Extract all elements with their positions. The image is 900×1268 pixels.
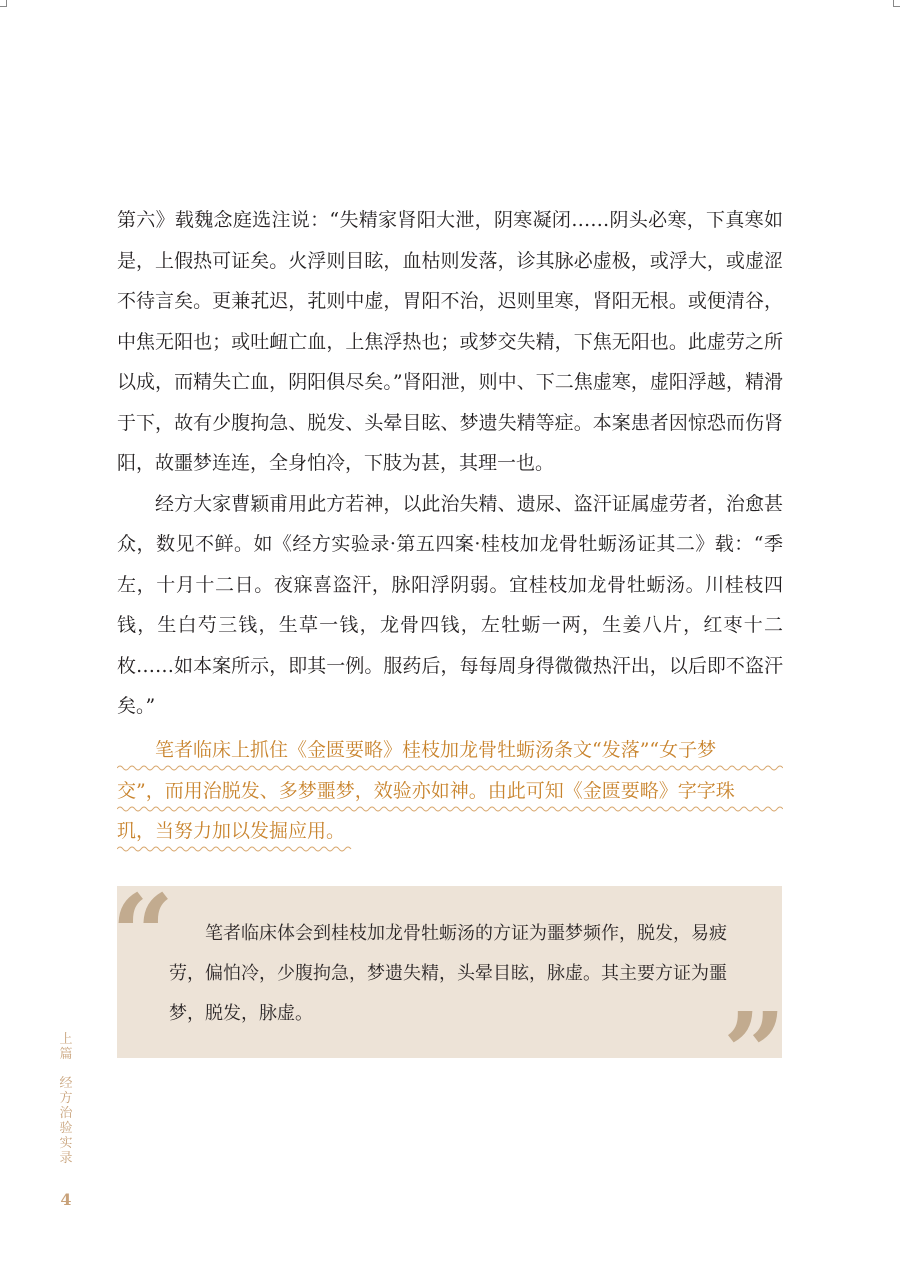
highlight-line-1-text: 笔者临床上抓住《金匮要略》桂枝加龙骨牡蛎汤条文“发落”“女子梦 bbox=[155, 739, 717, 761]
quote-paragraph: 笔者临床体会到桂枝加龙骨牡蛎汤的方证为噩梦频作，脱发，易疲劳，偏怕冷，少腹拘急，梦遗失精，头晕目眩，脉虚。其主要方证为噩梦，脱发，脉虚。 bbox=[169, 923, 727, 1024]
highlight-paragraph bbox=[117, 730, 783, 852]
page-number: 4 bbox=[60, 1190, 72, 1209]
close-quote-icon: ” bbox=[722, 988, 786, 1117]
crop-mark-top-left bbox=[0, 0, 7, 7]
crop-mark-top-right bbox=[893, 0, 900, 7]
side-label-char: 上 bbox=[59, 1032, 73, 1047]
side-label-char: 录 bbox=[59, 1151, 73, 1166]
paragraph-2: 经方大家曹颖甫用此方若神，以此治失精、遗尿、盗汗证属虚劳者，治愈甚众，数见不鲜。如《经方实验录·第五四案·桂枝加龙骨牡蛎汤证其二》载：“季左，十月十二日。夜寐喜盗汗，脉阳浮阴弱。宜桂枝加龙骨牡蛎汤。川桂枝四钱，生白芍三钱，生草一钱，龙骨四钱，左牡蛎一两，生姜八片，红枣十二枚……如本案所示，即其一例。服药后，每每周身得微微热汗出，以后即不盗汗矣。” bbox=[117, 492, 783, 717]
highlight-line-3-text: 玑，当努力加以发掘应用。 bbox=[117, 820, 346, 842]
paragraph-1: 第六》载魏念庭选注说：“失精家肾阳大泄，阴寒凝闭……阴头必寒，下真寒如是，上假热可证矣。火浮则目眩，血枯则发落，诊其脉必虚极，或浮大，或虚涩不待言矣。更兼芤迟，芤则中虚，胃阳不治，迟则里寒，肾阳无根。或便清谷，中焦无阳也；或吐衄亡血，上焦浮热也；或梦交失精，下焦无阳也。此虚劳之所以成，而精失亡血，阴阳俱尽矣。”肾阳泄，则中、下二焦虚寒，虚阳浮越，精滑于下，故有少腹拘急、脱发、头晕目眩、梦遗失精等症。本案患者因惊恐而伤肾阳，故噩梦连连，全身怕冷，下肢为甚，其理一也。 bbox=[117, 209, 783, 474]
highlight-line-2-text: 交”，而用治脱发、多梦噩梦，效验亦如神。由此可知《金匮要略》字字珠 bbox=[117, 779, 735, 802]
wavy-underline-3 bbox=[117, 845, 353, 853]
quote-callout bbox=[111, 870, 786, 1117]
side-label-char: 实 bbox=[59, 1136, 73, 1151]
highlight-line-3 bbox=[117, 811, 783, 852]
open-quote-icon: “ bbox=[111, 870, 175, 999]
highlight-line-1 bbox=[117, 730, 783, 771]
side-label-char: 治 bbox=[59, 1106, 73, 1121]
side-label-char: 篇 bbox=[59, 1047, 73, 1062]
highlight-line-2 bbox=[117, 771, 783, 812]
side-label-char: 方 bbox=[59, 1091, 73, 1106]
body-text bbox=[117, 200, 783, 727]
side-label-char: 验 bbox=[59, 1121, 73, 1136]
quote-text bbox=[169, 914, 744, 1034]
side-label-char: 经 bbox=[59, 1076, 73, 1091]
chapter-side-label bbox=[57, 1032, 75, 1166]
